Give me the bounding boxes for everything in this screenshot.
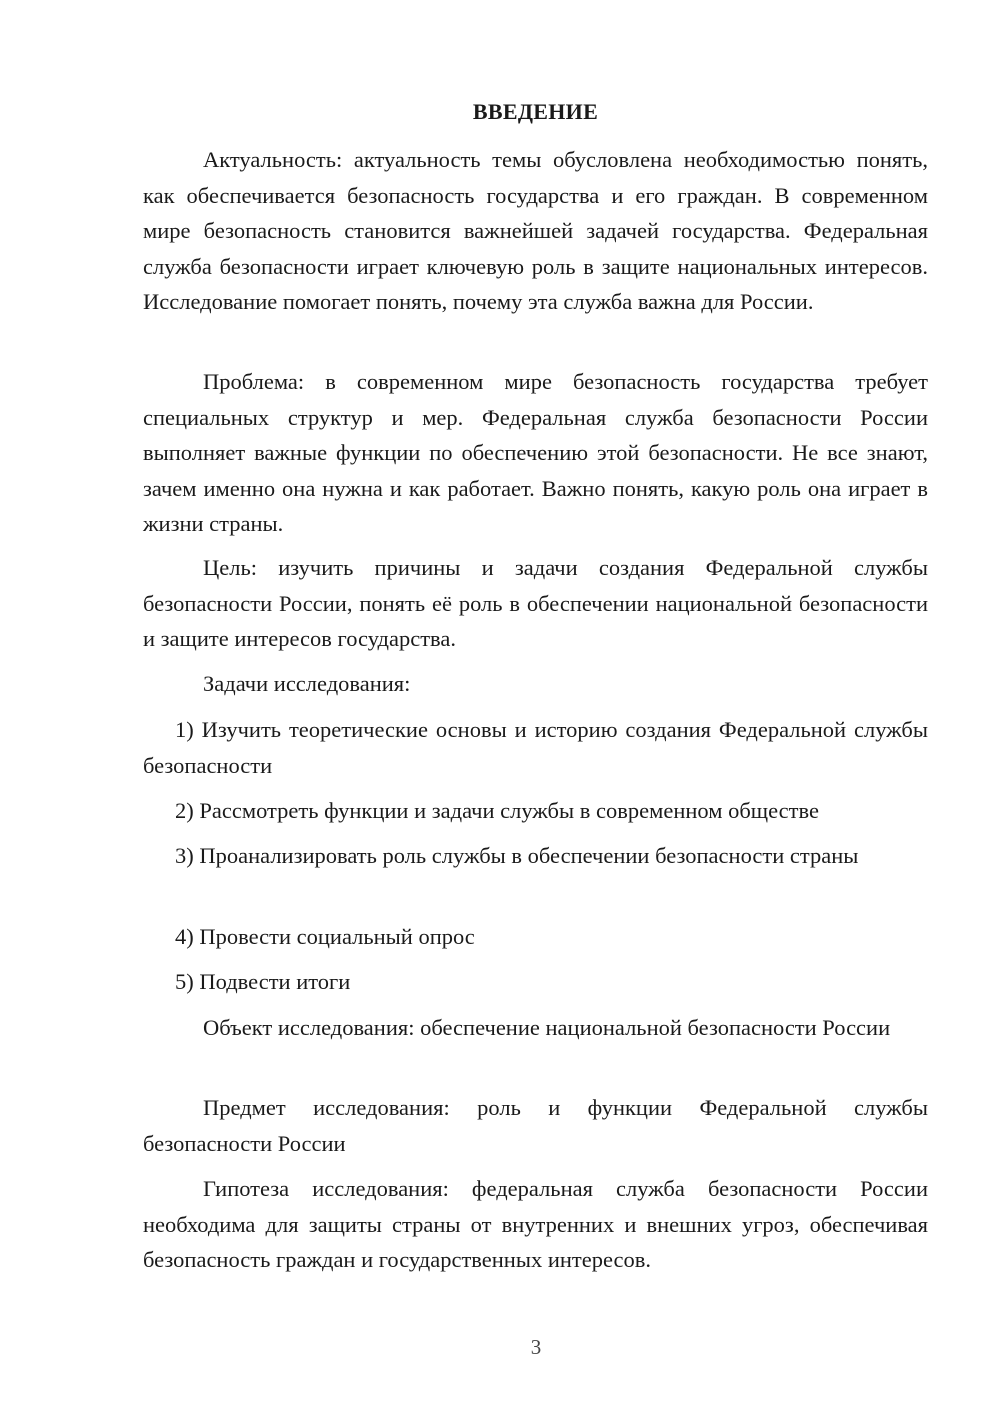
object-paragraph: Объект исследования: обеспечение национальной безопасности России <box>203 1015 891 1040</box>
problem-paragraph: Проблема: в современном мире безопасность государства требует специальных структур и мер. Федеральная служба безопасности России выполняет важные функции по обеспечению этой безопасности. Не все знают, зачем именно она нужна и как работает. Важно понять, какую роль она играет в жизни страны. <box>143 369 928 536</box>
relevance-paragraph: Актуальность: актуальность темы обусловлена необходимостью понять, как обеспечивается безопасность государства и его граждан. В современном мире безопасность становится важнейшей задачей государства. Федеральная служба безопасности играет ключевую роль в защите национальных интересов. Исследование помогает понять, почему эта служба важна для России. <box>143 147 928 314</box>
task-item-2: 2) Рассмотреть функции и задачи службы в современном обществе <box>175 798 819 823</box>
page-title: ВВЕДЕНИЕ <box>472 99 599 124</box>
goal-paragraph: Цель: изучить причины и задачи создания Федеральной службы безопасности России, понять её роль в обеспечении национальной безопасности и защите интересов государства. <box>143 555 928 651</box>
task-item-1: 1) Изучить теоретические основы и историю создания Федеральной службы безопасности <box>143 717 928 778</box>
task-item-4: 4) Провести социальный опрос <box>175 924 475 949</box>
hypothesis-paragraph: Гипотеза исследования: федеральная служба безопасности России необходима для защиты страны от внутренних и внешних угроз, обеспечивая безопасность граждан и государственных интересов. <box>143 1176 928 1272</box>
subject-paragraph: Предмет исследования: роль и функции Федеральной службы безопасности России <box>143 1095 928 1156</box>
task-item-3: 3) Проанализировать роль службы в обеспечении безопасности страны <box>175 843 859 868</box>
tasks-heading: Задачи исследования: <box>203 671 411 696</box>
page-number: 3 <box>530 1335 542 1359</box>
task-item-5: 5) Подвести итоги <box>175 969 351 994</box>
